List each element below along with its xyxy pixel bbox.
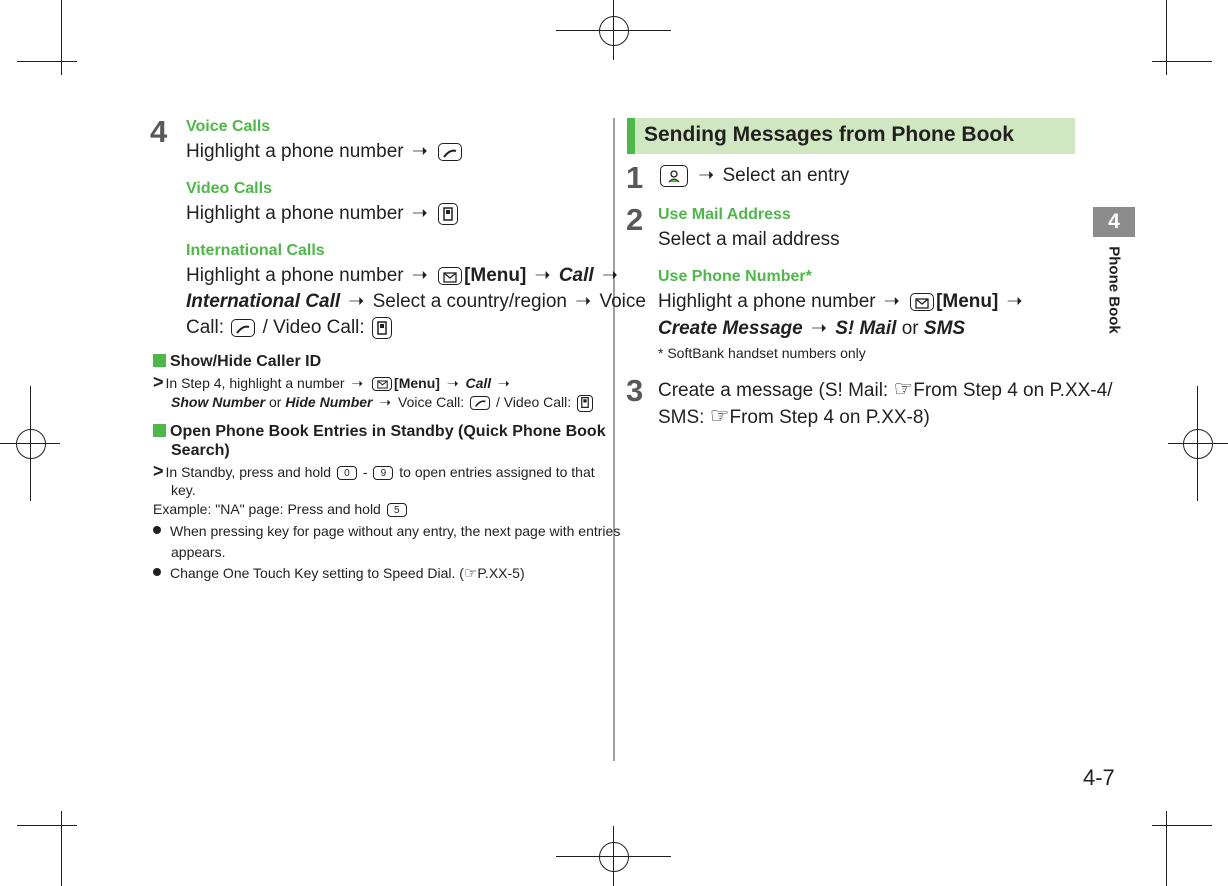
arrow-right-icon: ➝ bbox=[411, 203, 428, 224]
arrow-right-icon: ➝ bbox=[351, 375, 364, 391]
quick-search-text: to open entries assigned to that bbox=[399, 464, 595, 480]
section-title: Sending Messages from Phone Book bbox=[644, 123, 1014, 146]
menu-label: [Menu] bbox=[464, 265, 527, 286]
step-3-text: SMS: bbox=[658, 407, 705, 428]
chapter-tab bbox=[1093, 207, 1135, 237]
use-mail-address-text: Select a mail address bbox=[658, 229, 840, 250]
arrow-right-icon: ➝ bbox=[883, 291, 900, 312]
step-1-text: Select an entry bbox=[722, 165, 850, 186]
arrow-right-icon: ➝ bbox=[698, 165, 715, 186]
menu-label: [Menu] bbox=[394, 375, 440, 391]
green-square-icon bbox=[153, 424, 166, 437]
arrow-right-icon: ➝ bbox=[411, 141, 428, 162]
chapter-label-text: Phone Book bbox=[1105, 246, 1123, 334]
registration-mark bbox=[599, 16, 629, 46]
section-header bbox=[627, 118, 1075, 154]
mail-key-icon bbox=[372, 377, 392, 391]
crop-mark bbox=[1166, 0, 1167, 75]
use-phone-number-heading: Use Phone Number* bbox=[658, 268, 812, 285]
caller-id-line-1 bbox=[153, 373, 513, 393]
arrow-right-icon: ➝ bbox=[534, 265, 551, 286]
international-calls-heading: International Calls bbox=[186, 242, 325, 259]
video-call-colon-text: / Video Call: bbox=[262, 317, 365, 338]
bullet-icon bbox=[153, 568, 161, 576]
key-9-icon: 9 bbox=[373, 466, 393, 480]
crop-mark bbox=[1166, 811, 1167, 886]
hide-number-option: Hide Number bbox=[285, 394, 373, 410]
section-header-accent bbox=[627, 118, 635, 154]
show-number-option: Show Number bbox=[171, 394, 266, 410]
caller-id-heading bbox=[153, 353, 321, 371]
chapter-number: 4 bbox=[1108, 210, 1120, 233]
step-3-line-2 bbox=[658, 403, 930, 431]
step-number: 1 bbox=[626, 160, 644, 195]
mail-key-icon bbox=[438, 267, 462, 285]
international-calls-line-1 bbox=[186, 263, 621, 289]
step-1-instruction bbox=[658, 163, 849, 189]
quick-search-example bbox=[153, 500, 409, 519]
voice-calls-heading: Voice Calls bbox=[186, 118, 271, 135]
call-option: Call bbox=[465, 375, 492, 391]
use-phone-number-line-2 bbox=[658, 316, 965, 342]
crop-mark bbox=[1152, 825, 1212, 826]
international-calls-line-2 bbox=[186, 289, 646, 315]
video-calls-heading: Video Calls bbox=[186, 180, 272, 197]
registration-mark bbox=[1183, 429, 1213, 459]
step-3-text: Create a message (S! Mail: bbox=[658, 380, 889, 401]
arrow-right-icon: ➝ bbox=[601, 265, 618, 286]
or-text: or bbox=[269, 394, 282, 410]
chapter-label bbox=[1106, 246, 1123, 334]
arrow-right-icon: ➝ bbox=[379, 394, 392, 410]
bullet-item-cont: appears. bbox=[171, 544, 226, 560]
instruction-text: Highlight a phone number bbox=[186, 203, 404, 224]
call-colon-text: Call: bbox=[186, 317, 225, 338]
step-number: 4 bbox=[150, 114, 168, 149]
step-number: 2 bbox=[626, 202, 644, 237]
step-pointer-icon: > bbox=[153, 372, 164, 392]
page-reference: P.XX-5) bbox=[477, 565, 525, 581]
arrow-right-icon: ➝ bbox=[411, 265, 428, 286]
key-0-icon: 0 bbox=[337, 466, 357, 480]
column-divider bbox=[613, 118, 615, 761]
bullet-text: When pressing key for page without any entry, the next page with entries bbox=[170, 523, 621, 539]
key-5-icon: 5 bbox=[387, 503, 407, 517]
bullet-item bbox=[153, 522, 620, 541]
quick-search-heading bbox=[153, 423, 606, 441]
caller-id-title: Show/Hide Caller ID bbox=[170, 353, 322, 370]
quick-search-text: In Standby, press and hold bbox=[165, 464, 332, 480]
crop-mark bbox=[1152, 61, 1212, 62]
smail-option: S! Mail bbox=[835, 318, 897, 339]
voice-calls-instruction bbox=[186, 139, 464, 165]
create-message-option: Create Message bbox=[658, 318, 803, 339]
video-key-icon bbox=[372, 317, 392, 339]
arrow-right-icon: ➝ bbox=[1006, 291, 1023, 312]
quick-search-heading-cont: Search) bbox=[171, 442, 230, 459]
video-key-icon bbox=[438, 203, 458, 225]
footnote: * SoftBank handset numbers only bbox=[658, 345, 866, 361]
arrow-right-icon: ➝ bbox=[575, 291, 592, 312]
pointing-hand-icon: ☞ bbox=[463, 565, 478, 582]
registration-mark bbox=[16, 429, 46, 459]
caller-id-text: In Step 4, highlight a number bbox=[165, 375, 345, 391]
mail-key-icon bbox=[910, 293, 934, 311]
crop-mark bbox=[17, 825, 77, 826]
arrow-right-icon: ➝ bbox=[498, 375, 510, 391]
voice-word: Voice bbox=[599, 291, 646, 312]
crop-mark bbox=[17, 61, 77, 62]
or-text: or bbox=[901, 318, 919, 339]
sms-option: SMS bbox=[923, 318, 966, 339]
phonebook-key-icon bbox=[660, 165, 688, 187]
instruction-text: Highlight a phone number bbox=[186, 141, 404, 162]
green-square-icon bbox=[153, 354, 166, 367]
instruction-text: Highlight a phone number bbox=[658, 291, 876, 312]
step-number: 3 bbox=[626, 373, 644, 408]
call-key-icon bbox=[470, 396, 490, 410]
arrow-right-icon: ➝ bbox=[348, 291, 365, 312]
page-reference: From Step 4 on P.XX-8) bbox=[729, 407, 930, 428]
pointing-hand-icon: ☞ bbox=[709, 403, 730, 428]
example-text: Example: "NA" page: Press and hold bbox=[153, 501, 381, 517]
bullet-text: Change One Touch Key setting to Speed Dial. ( bbox=[170, 565, 464, 581]
quick-search-line-2: key. bbox=[171, 482, 196, 498]
arrow-right-icon: ➝ bbox=[810, 318, 827, 339]
use-phone-number-line-1 bbox=[658, 289, 1026, 315]
video-key-icon bbox=[577, 395, 593, 412]
quick-search-title: Open Phone Book Entries in Standby (Quick Phone Book bbox=[170, 423, 606, 440]
call-option: Call bbox=[558, 265, 594, 286]
instruction-text: Highlight a phone number bbox=[186, 265, 404, 286]
bullet-icon bbox=[153, 526, 161, 534]
arrow-right-icon: ➝ bbox=[446, 375, 459, 391]
call-key-icon bbox=[438, 143, 462, 161]
page-number: 4-7 bbox=[1083, 765, 1115, 790]
step-3-line-1 bbox=[658, 376, 1112, 404]
crop-mark bbox=[61, 0, 62, 75]
quick-search-line-1 bbox=[153, 462, 595, 482]
bullet-item bbox=[153, 564, 525, 583]
video-call-text: / Video Call: bbox=[495, 394, 572, 410]
dash-text: - bbox=[362, 464, 368, 480]
video-calls-instruction bbox=[186, 201, 460, 227]
registration-mark bbox=[599, 842, 629, 872]
use-mail-address-heading: Use Mail Address bbox=[658, 206, 791, 223]
page-reference: From Step 4 on P.XX-4/ bbox=[913, 380, 1113, 401]
voice-call-text: Voice Call: bbox=[398, 394, 465, 410]
international-calls-line-3 bbox=[186, 315, 394, 341]
crop-mark bbox=[61, 811, 62, 886]
caller-id-line-2 bbox=[171, 393, 595, 412]
international-call-option: International Call bbox=[186, 291, 341, 312]
select-country-text: Select a country/region bbox=[372, 291, 567, 312]
step-pointer-icon: > bbox=[153, 461, 164, 481]
pointing-hand-icon: ☞ bbox=[893, 376, 914, 401]
call-key-icon bbox=[231, 319, 255, 337]
menu-label: [Menu] bbox=[936, 291, 999, 312]
